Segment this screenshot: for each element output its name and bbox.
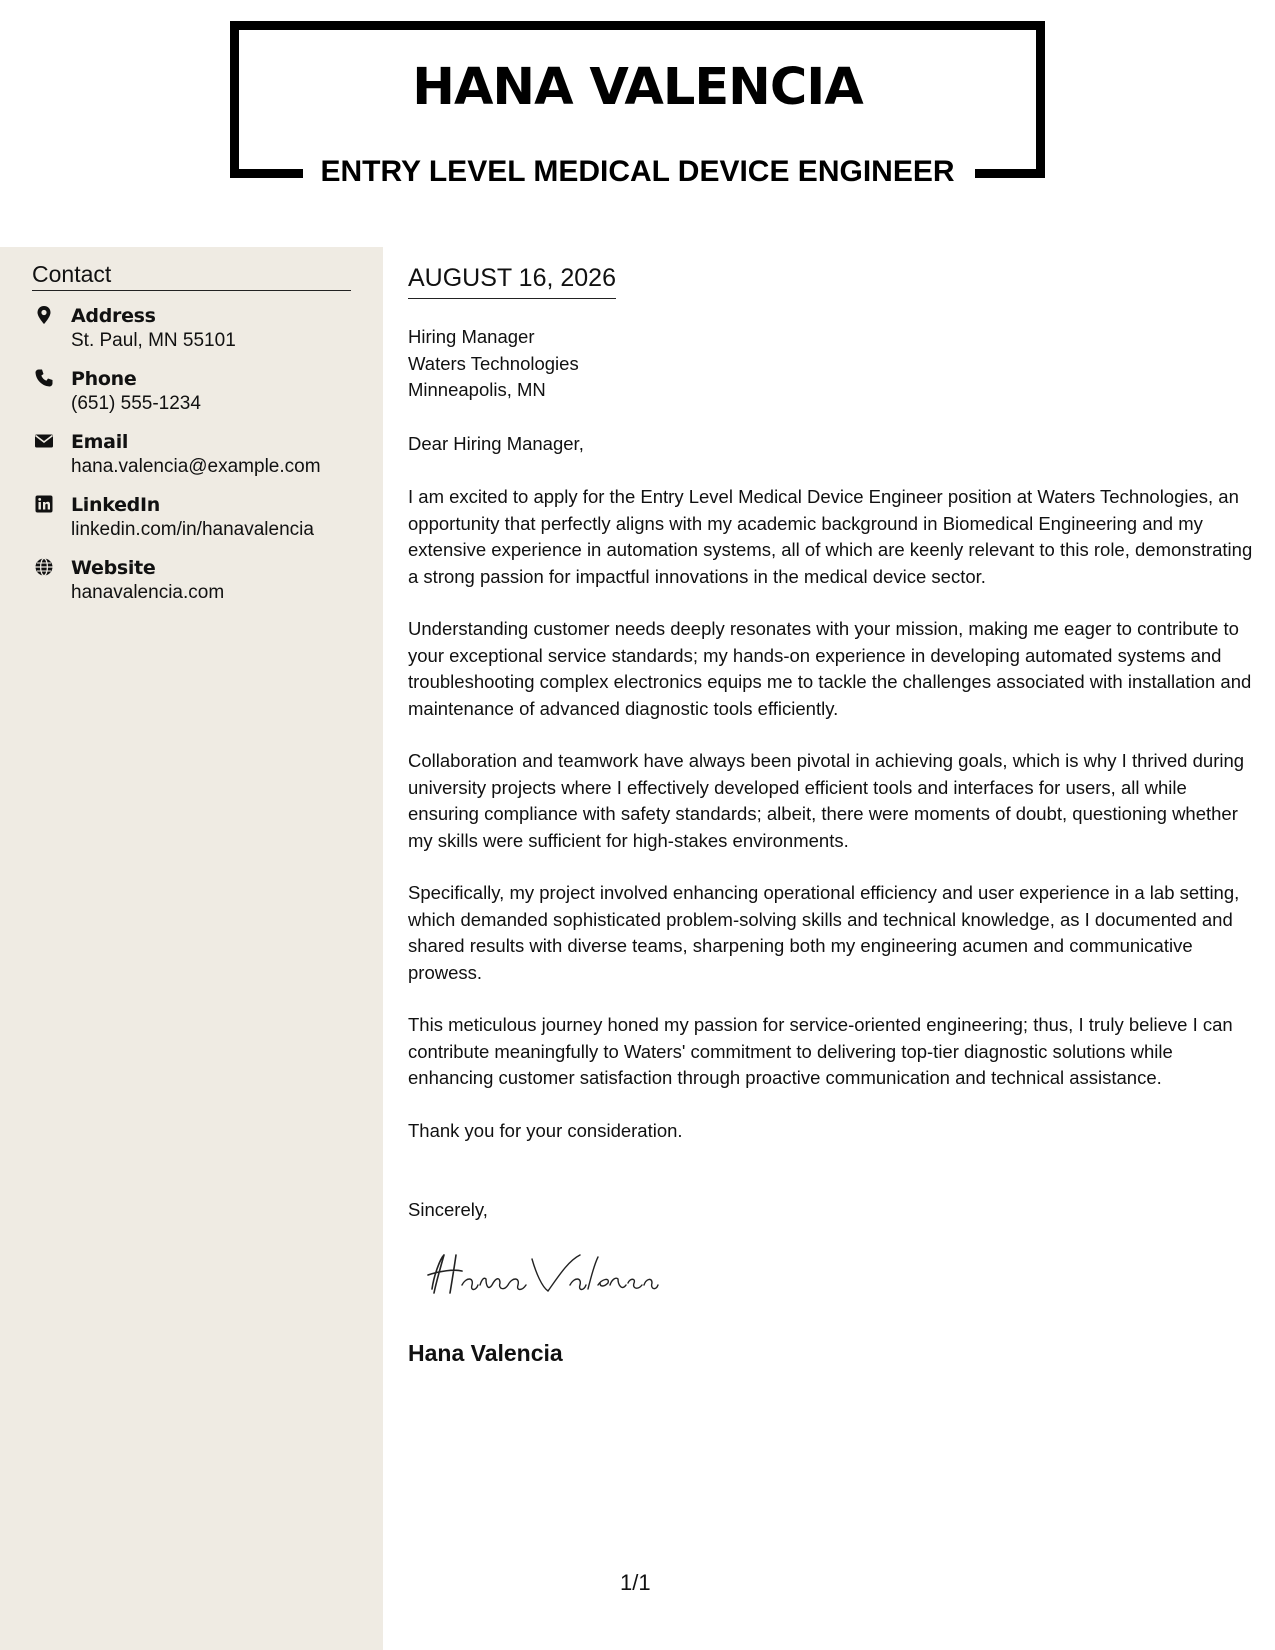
signature-text: Hana Valencia: [420, 1245, 427, 1246]
contact-value: (651) 555-1234: [71, 393, 201, 414]
body-paragraph: This meticulous journey honed my passion for service-oriented engineering; thus, I truly believe I can contribute meaningfully to Waters' commitment to delivering top-tier diagnostic solutions while enhancing customer satisfaction through proactive communication and technical assistance.: [408, 1014, 1233, 1088]
applicant-name: HANA VALENCIA: [412, 58, 863, 117]
body-paragraph: I am excited to apply for the Entry Level Medical Device Engineer position at Waters Technologies, an opportunity that perfectly aligns with my academic background in Biomedical Engineering and my extensive experience in automation systems, all of which are keenly relevant to this role, demonstrating a strong passion for impactful innovations in the medical device sector.: [408, 486, 1253, 587]
signature: [420, 1245, 660, 1305]
map-pin-icon: [34, 305, 54, 325]
linkedin-icon: [34, 494, 54, 514]
letter-date: AUGUST 16, 2026: [408, 265, 616, 299]
contact-label: Address: [71, 305, 156, 327]
contact-label: Email: [71, 431, 129, 453]
contact-label: Phone: [71, 368, 137, 390]
globe-icon: [34, 557, 54, 577]
contact-value: St. Paul, MN 55101: [71, 330, 236, 351]
page-number: 1/1: [620, 1570, 651, 1595]
recipient-line: Waters Technologies: [408, 352, 579, 374]
contact-value: hana.valencia@example.com: [71, 456, 321, 477]
letter-body: [408, 484, 1253, 1170]
signer-name: Hana Valencia: [408, 1340, 563, 1366]
phone-icon: [34, 368, 54, 388]
contact-value: linkedin.com/in/hanavalencia: [71, 519, 314, 540]
contact-label: Website: [71, 557, 156, 579]
salutation: Dear Hiring Manager,: [408, 433, 584, 454]
recipient-line: Hiring Manager: [408, 326, 535, 347]
body-paragraph: Understanding customer needs deeply resonates with your mission, making me eager to contribute to your exceptional service standards; my hands-on experience in developing automated systems and troubleshooting complex electronics equips me to tackle the challenges associated with installation and maintenance of advanced diagnostic tools efficiently.: [408, 618, 1252, 719]
recipient-block: [408, 324, 579, 404]
envelope-icon: [34, 431, 54, 451]
body-paragraph: Specifically, my project involved enhancing operational efficiency and user experience in a lab setting, which demanded sophisticated problem-solving skills and technical knowledge, as I documented and shared results with diverse teams, sharpening both my engineering acumen and communicative prowess.: [408, 882, 1240, 983]
contact-value: hanavalencia.com: [71, 582, 225, 603]
body-paragraph: Collaboration and teamwork have always been pivotal in achieving goals, which is why I thrived during university projects where I effectively developed efficient tools and interfaces for users, all while ensuring compliance with safety standards; albeit, there were moments of doubt, questioning whether my skills were sufficient for high-stakes environments.: [408, 750, 1245, 851]
closing: Sincerely,: [408, 1199, 488, 1220]
contact-label: LinkedIn: [71, 494, 160, 516]
contact-heading: Contact: [32, 261, 351, 291]
job-title: ENTRY LEVEL MEDICAL DEVICE ENGINEER: [320, 155, 955, 188]
recipient-line: Minneapolis, MN: [408, 379, 546, 400]
body-paragraph: Thank you for your consideration.: [408, 1119, 683, 1141]
